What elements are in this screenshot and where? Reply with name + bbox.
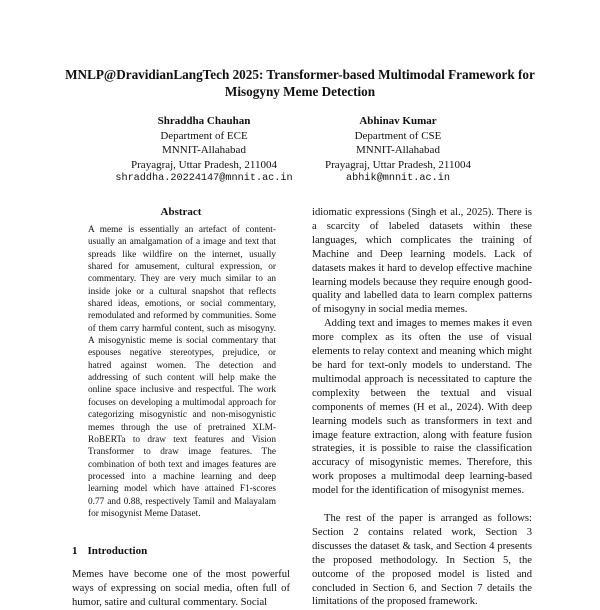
abstract-heading: Abstract	[160, 206, 202, 218]
author-block-2	[278, 114, 518, 187]
paragraph: The rest of the paper is arranged as follows: Section 2 contains related work, Section 3 discusses the dataset & task, and Section 4 presents the proposed methodology. In Section 5, the outcome of the proposed model is listed and concluded in Section 6, and Section 7 details the limitations of the proposed framework.	[312, 513, 532, 608]
introduction-text: Memes have become one of the most powerful ways of expressing on social media, often full of humor, satire and cultural commentary. Social	[72, 569, 290, 608]
author-name: Shraddha Chauhan	[157, 115, 251, 127]
abstract-text: A meme is essentially an artefact of content-usually an amalgamation of a image and text that spreads like wildfire on the internet, usually shared for amusement, cultural expression, or commentary. They are very much similar to an inside joke or a cultural snapshot that reflects shared ideas, emotions, or social commentary, remodulated and reformed by communities. Some of them carry harmful content, such as misogyny. A misogynistic meme is social commentary that espouses negative stereotypes, prejudice, or hatred against women. The detection and addressing of such content will help make the online space inclusive and respectful. The work focuses on developing a multimodal approach for categorizing misogynistic and non-misogynistic memes through the use of pretrained XLM-RoBERTa to draw text features and Vision Transformer to draw image features. The combination of both text and images features are processed into a machine learning and deep learning model which have attained F1-scores 0.77 and 0.88, respectively Tamil and Malayalam for misogynist Meme Dataset.	[88, 225, 276, 519]
section-title: Introduction	[87, 545, 148, 557]
abstract-body	[88, 224, 276, 520]
author-institution: MNNIT-Allahabad	[162, 144, 246, 156]
author-location: Prayagraj, Uttar Pradesh, 211004	[325, 158, 471, 171]
author-location: Prayagraj, Uttar Pradesh, 211004	[131, 158, 277, 171]
right-column	[312, 206, 532, 609]
author-department: Department of CSE	[354, 129, 442, 142]
paragraph: idiomatic expressions (Singh et al., 2025). There is a scarcity of labeled datasets within these languages, which complicates the training of Machine and Deep learning models. Lack of datasets makes it hard to develop effective machine learning models because they require enough good-quality and labelled data to learn complex patterns of misogyny in social media memes.	[312, 207, 532, 316]
author-email: shraddha.20224147@mnnit.ac.in	[115, 173, 293, 184]
paragraph: Adding text and images to memes makes it even more complex as its often the use of visual elements to relay context and meaning which might be hard for text-only models to understand. The multimodal approach is necessitated to capture the complexity between the textual and visual components of memes (H et al., 2024). With deep learning models such as transformers in text and image feature extraction, along with feature fusion strategies, it is possible to raise the classification accuracy of misogynistic memes. Therefore, this work proposes a multimodal deep learning-based model for the identification of misogynist memes.	[312, 318, 532, 497]
paper-title: MNLP@DravidianLangTech 2025: Transformer-based Multimodal Framework for Misogyny Meme Detection	[65, 67, 535, 99]
author-institution: MNNIT-Allahabad	[356, 144, 440, 156]
author-email: abhik@mnnit.ac.in	[346, 173, 450, 184]
section-heading-introduction	[72, 545, 147, 557]
section-number: 1	[72, 545, 78, 557]
author-department: Department of ECE	[160, 129, 248, 142]
author-name: Abhinav Kumar	[359, 115, 437, 127]
